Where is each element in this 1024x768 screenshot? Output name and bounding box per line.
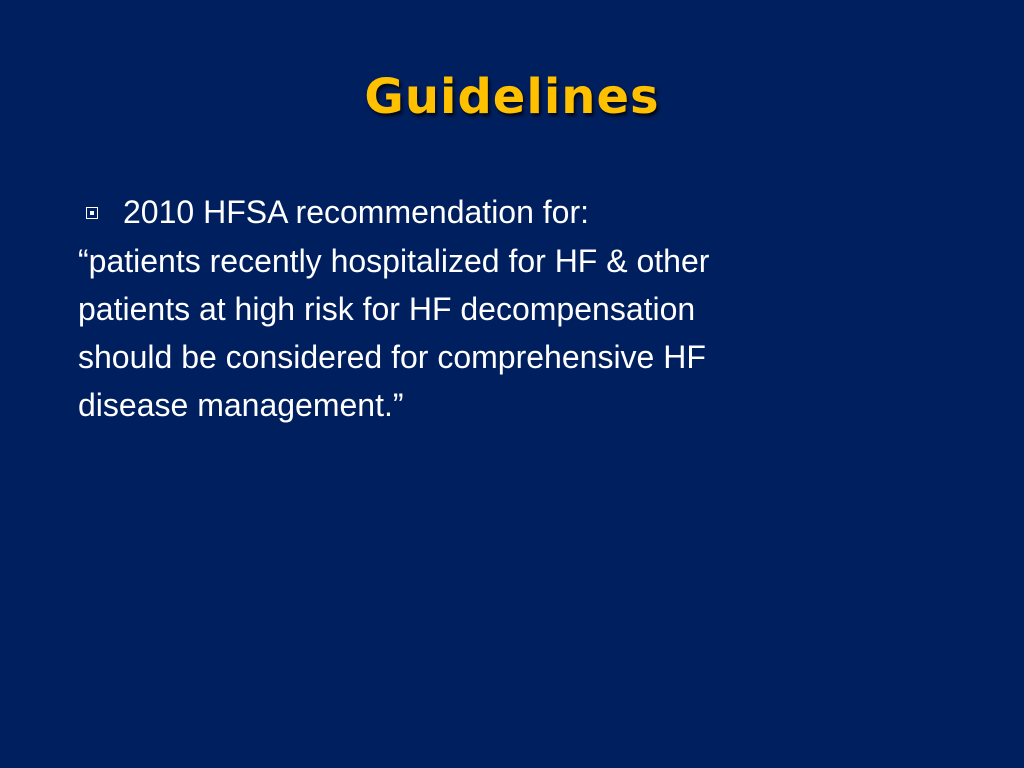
square-bullet-icon	[86, 207, 98, 219]
slide-title: Guidelines	[364, 69, 660, 125]
slide-body	[78, 188, 958, 429]
bullet-text: 2010 HFSA recommendation for:	[123, 194, 590, 230]
quote-text: “patients recently hospitalized for HF & other patients at high risk for HF decompensation should be considered for comprehensive HF disease management.”	[78, 243, 710, 423]
bullet-item	[78, 188, 958, 236]
